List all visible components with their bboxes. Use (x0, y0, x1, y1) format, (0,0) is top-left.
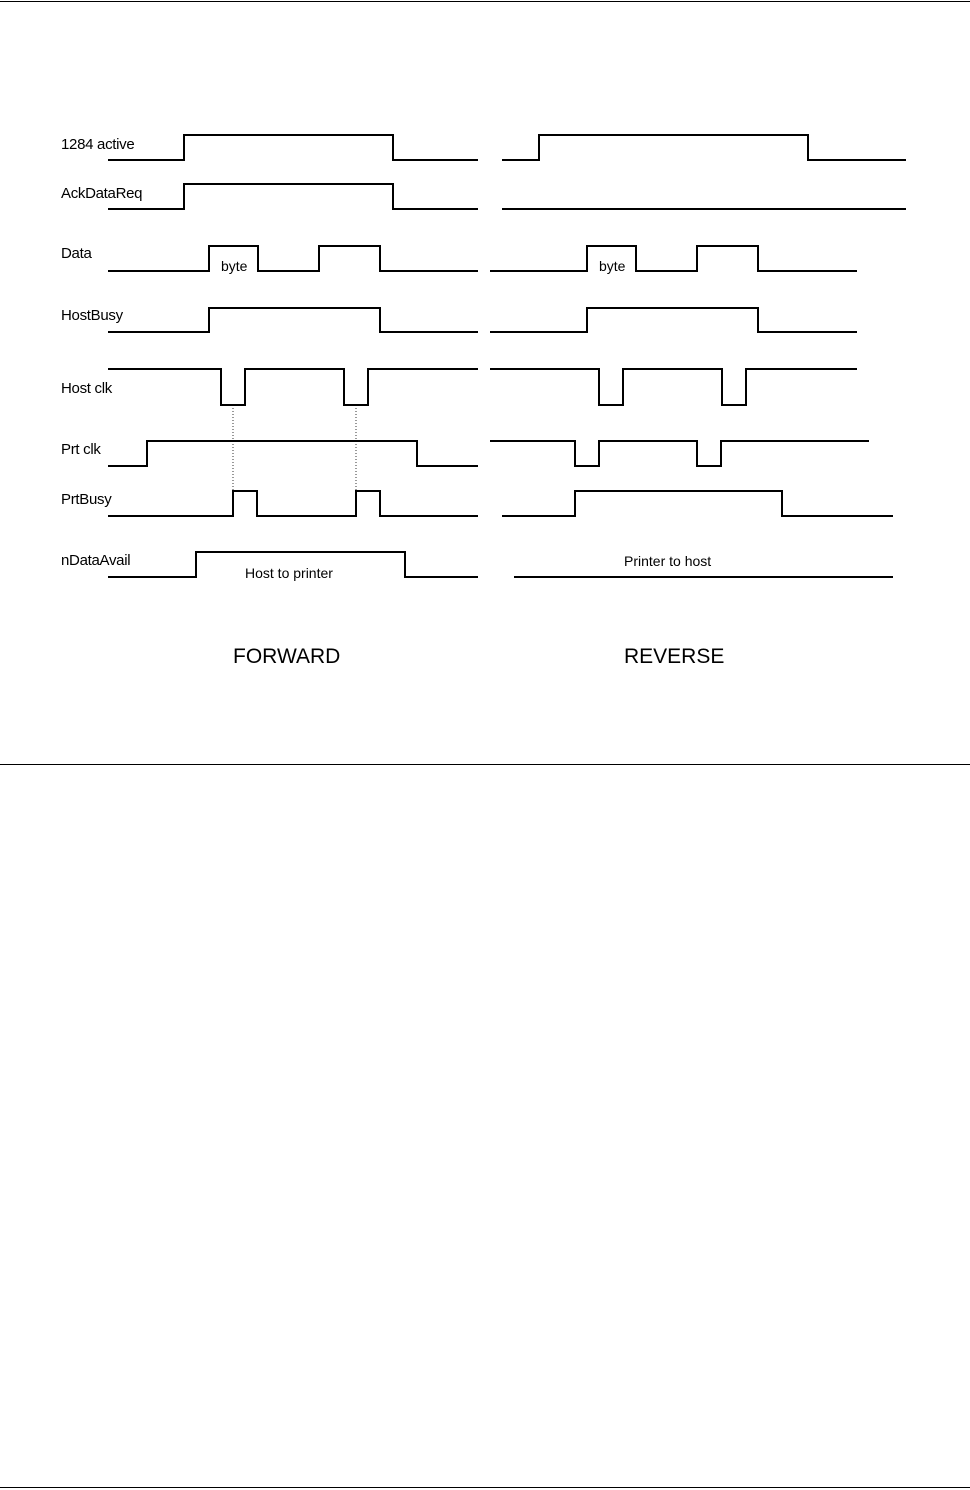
page-bottom-rule (0, 1487, 970, 1488)
forward-waveforms (108, 135, 478, 581)
signal-label-prtbusy: PrtBusy (61, 491, 112, 508)
forward-wave-hostbusy (108, 308, 478, 332)
forward-section-label: FORWARD (233, 645, 341, 668)
forward-wave-prtbusy (108, 491, 478, 516)
reverse-direction-label: Printer to host (624, 553, 712, 569)
reverse-data-byte-label: byte (599, 258, 626, 274)
reverse-wave-hostbusy (490, 308, 857, 332)
signal-label-1284-active: 1284 active (61, 136, 135, 153)
forward-wave-prt-clk (108, 441, 478, 466)
forward-direction-label: Host to printer (245, 565, 333, 581)
signal-label-host-clk: Host clk (61, 380, 112, 397)
signal-label-hostbusy: HostBusy (61, 307, 123, 324)
reverse-wave-1284-active (502, 135, 906, 160)
signal-label-prt-clk: Prt clk (61, 441, 101, 458)
forward-wave-data (108, 246, 478, 271)
reverse-waveforms (490, 135, 906, 577)
signal-label-ndataavail: nDataAvail (61, 552, 131, 569)
reverse-wave-data (490, 246, 857, 271)
signal-label-data: Data (61, 245, 92, 262)
forward-wave-1284-active (108, 135, 478, 160)
reverse-wave-prt-clk (490, 441, 869, 466)
forward-wave-host-clk (108, 369, 478, 405)
signal-label-ackdatareq: AckDataReq (61, 185, 143, 202)
reverse-wave-host-clk (490, 369, 857, 405)
reverse-section-label: REVERSE (624, 645, 725, 668)
forward-wave-ackdatareq (108, 184, 478, 209)
figure-bottom-rule (0, 764, 970, 765)
forward-data-byte-label: byte (221, 258, 248, 274)
reverse-wave-prtbusy (502, 491, 893, 516)
signal-labels (61, 136, 142, 569)
